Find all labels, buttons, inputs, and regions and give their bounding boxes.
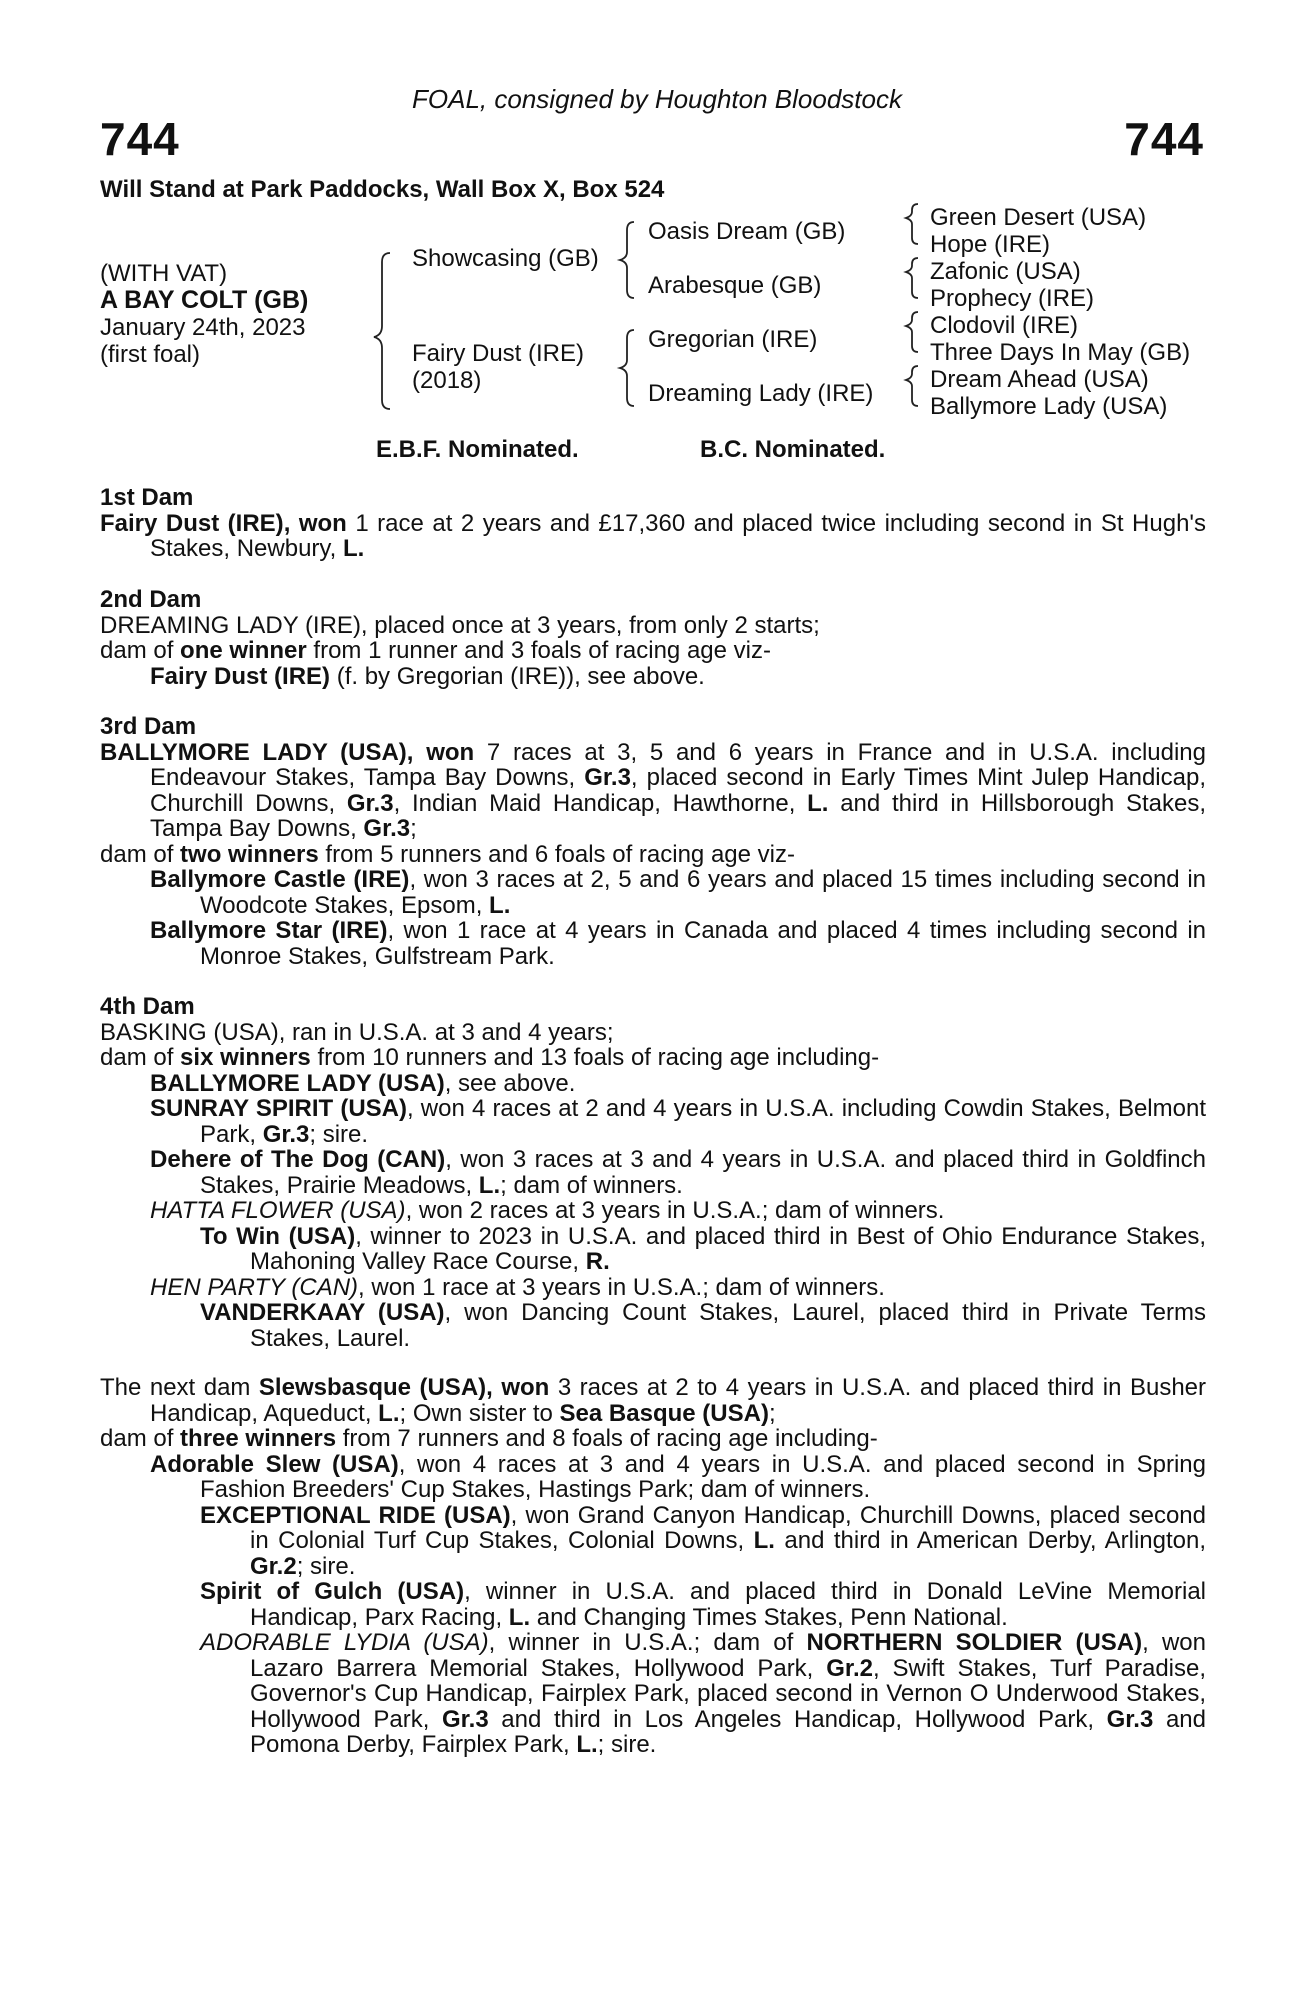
entry-text: ; xyxy=(768,1399,776,1427)
won-label: , won xyxy=(283,509,347,537)
horse-name: BALLYMORE LADY (USA) xyxy=(150,1069,445,1097)
produce-entry xyxy=(100,1630,1206,1758)
dam: Fairy Dust (IRE) xyxy=(412,340,585,367)
bc-nomination: B.C. Nominated. xyxy=(700,436,886,463)
grade: Gr.3 xyxy=(1106,1705,1154,1733)
produce-entry xyxy=(100,1096,1206,1147)
section-heading: 4th Dam xyxy=(100,993,195,1020)
entry-text: , won 2 races at 3 years in U.S.A.; dam of winners. xyxy=(405,1197,945,1224)
sire-dam: Arabesque (GB) xyxy=(648,272,822,299)
entry-text: from 5 runners and 6 foals of racing age viz- xyxy=(318,840,795,868)
entry-text: dam of xyxy=(100,637,181,664)
entry-text: , won 3 races at 2, 5 and 6 years and placed 15 times including second in Woodcote Stakes, Epsom, xyxy=(200,866,1207,919)
ancestor-4: Prophecy (IRE) xyxy=(930,285,1095,312)
entry-text: 7 races at 3, 5 and 6 years in France and in U.S.A. including Endeavour Stakes, Tampa Bay Downs, xyxy=(150,738,1206,791)
horse-name: VANDERKAAY (USA) xyxy=(200,1299,445,1326)
won-label: , won xyxy=(406,738,475,766)
entry-text: dam of xyxy=(100,1044,181,1071)
dam-year: (2018) xyxy=(412,367,482,394)
horse-name: EXCEPTIONAL RIDE (USA) xyxy=(200,1501,511,1529)
sire-sire: Oasis Dream (GB) xyxy=(648,218,846,245)
next-dam-section xyxy=(100,1375,1206,1758)
entry-text: from 7 runners and 8 foals of racing age including- xyxy=(336,1425,878,1452)
lot-number-left: 744 xyxy=(100,113,180,165)
listed-grade: L. xyxy=(478,1171,501,1199)
produce-entry xyxy=(100,1300,1206,1351)
entry-text: (f. by Gregorian (IRE)), see above. xyxy=(330,662,705,690)
grade: Gr.2 xyxy=(826,1654,873,1682)
winner-count: one winner xyxy=(180,637,307,664)
ancestor-2: Hope (IRE) xyxy=(930,231,1051,258)
entry-text: ; sire. xyxy=(309,1120,369,1148)
stabling-location: Will Stand at Park Paddocks, Wall Box X, Box 524 xyxy=(100,176,665,203)
grade: Gr.3 xyxy=(584,764,631,791)
entry-text: ; dam of winners. xyxy=(500,1171,683,1199)
dam-entry xyxy=(100,740,1206,842)
grade: Gr.2 xyxy=(250,1552,297,1580)
entry-text: , winner to 2023 in U.S.A. and placed third in Best of Ohio Endurance Stakes, Mahoning Valley Race Course, xyxy=(250,1222,1206,1275)
produce-entry xyxy=(100,1198,1206,1224)
produce-entry xyxy=(100,664,1206,690)
listed-grade: L. xyxy=(378,1399,400,1427)
horse-name: ADORABLE LYDIA (USA) xyxy=(200,1629,489,1656)
horse-name: Fairy Dust (IRE) xyxy=(100,509,284,537)
fourth-dam-section xyxy=(100,994,1206,1351)
horse-name: Spirit of Gulch (USA) xyxy=(200,1578,465,1605)
produce-entry xyxy=(100,1071,1206,1097)
grade: Gr.3 xyxy=(262,1120,310,1148)
winner-count: two winners xyxy=(180,840,319,868)
produce-entry xyxy=(100,1579,1206,1630)
listed-grade: L. xyxy=(342,535,365,562)
sire: Showcasing (GB) xyxy=(412,245,599,272)
horse-name: HEN PARTY (CAN) xyxy=(150,1273,359,1301)
winner-count: six winners xyxy=(180,1044,311,1071)
entry-text: , see above. xyxy=(444,1069,576,1097)
entry-text: 3 races at 2 to 4 years in U.S.A. and placed third in Busher Handicap, Aqueduct, xyxy=(150,1374,1207,1427)
entry-text: and third in American Derby, Arlington, xyxy=(774,1527,1207,1554)
third-dam-section xyxy=(100,714,1206,969)
produce-entry xyxy=(100,1503,1206,1580)
entry-text: , won Dancing Count Stakes, Laurel, placed third in Private Terms Stakes, Laurel. xyxy=(250,1299,1206,1352)
entry-text: from 1 runner and 3 foals of racing age viz- xyxy=(306,637,771,664)
horse-name: Sea Basque (USA) xyxy=(559,1399,769,1427)
entry-text: , Swift Stakes, Turf Paradise, Governor's Cup Handicap, Fairplex Park, placed second in Vernon O Underwood Stakes, Hollywood Park, xyxy=(250,1654,1207,1733)
entry-text: ; sire. xyxy=(296,1552,356,1580)
section-heading: 2nd Dam xyxy=(100,586,202,613)
listed-grade: L. xyxy=(753,1527,775,1554)
dam-entry xyxy=(100,1375,1206,1426)
vat-status: (WITH VAT) xyxy=(100,260,228,287)
listed-grade: L. xyxy=(807,789,829,817)
entry-text: , won 4 races at 2 and 4 years in U.S.A. including Cowdin Stakes, Belmont Park, xyxy=(200,1095,1206,1148)
entry-text: , won 1 race at 3 years in U.S.A.; dam of winners. xyxy=(358,1273,885,1301)
entry-text: and third in Los Angeles Handicap, Hollywood Park, xyxy=(488,1705,1107,1733)
produce-summary xyxy=(100,1426,1206,1452)
second-dam-section xyxy=(100,587,1206,689)
section-heading: 1st Dam xyxy=(100,484,194,511)
entry-text: , Indian Maid Handicap, Hawthorne, xyxy=(393,789,808,817)
horse-name: A BAY COLT (GB) xyxy=(100,286,309,314)
horse-name: Ballymore Castle (IRE) xyxy=(150,866,410,893)
entry-text: dam of xyxy=(100,840,181,868)
entry-text: , won 3 races at 3 and 4 years in U.S.A. and placed third in Goldfinch Stakes, Prairie Meadows, xyxy=(200,1146,1207,1199)
horse-name: SUNRAY SPIRIT (USA) xyxy=(150,1095,407,1122)
entry-text: , winner in U.S.A. and placed third in Donald LeVine Memorial Handicap, Parx Racing, xyxy=(250,1578,1206,1631)
horse-name: To Win (USA) xyxy=(200,1222,356,1250)
ancestor-5: Clodovil (IRE) xyxy=(930,312,1079,339)
ancestor-6: Three Days In May (GB) xyxy=(930,339,1191,366)
produce-summary xyxy=(100,842,1206,868)
entry-text: , won Grand Canyon Handicap, Churchill Downs, placed second in Colonial Turf Cup Stakes, Colonial Downs, xyxy=(250,1501,1206,1554)
entry-text: , won 4 races at 3 and 4 years in U.S.A. and placed second in Spring Fashion Breeders' Cup Stakes, Hastings Park; dam of winners. xyxy=(200,1450,1206,1503)
listed-grade: L. xyxy=(489,891,511,919)
entry-text: , won 1 race at 4 years in Canada and placed 4 times including second in Monroe Stakes, Gulfstream Park. xyxy=(200,917,1206,970)
horse-name: Fairy Dust (IRE) xyxy=(150,662,331,690)
horse-name: Slewsbasque (USA) xyxy=(258,1374,487,1401)
entry-text: , winner in U.S.A.; dam of xyxy=(488,1629,807,1656)
section-heading: 3rd Dam xyxy=(100,713,197,740)
winner-count: three winners xyxy=(180,1425,337,1452)
produce-entry xyxy=(100,1224,1206,1275)
dam-entry: DREAMING LADY (IRE), placed once at 3 years, from only 2 starts; xyxy=(100,611,820,639)
entry-text: and Changing Times Stakes, Penn National. xyxy=(530,1603,1008,1631)
grade: Gr.3 xyxy=(346,789,394,817)
ancestor-3: Zafonic (USA) xyxy=(930,258,1081,285)
grade: Gr.3 xyxy=(363,815,411,842)
listed-grade: L. xyxy=(508,1603,531,1631)
dam-sire: Gregorian (IRE) xyxy=(648,326,818,353)
horse-name: NORTHERN SOLDIER (USA) xyxy=(806,1629,1143,1656)
produce-summary xyxy=(100,638,1206,664)
ancestor-1: Green Desert (USA) xyxy=(930,204,1147,231)
entry-text: dam of xyxy=(100,1425,181,1452)
entry-text: ; xyxy=(410,815,417,842)
produce-entry xyxy=(100,918,1206,969)
horse-name: HATTA FLOWER (USA) xyxy=(150,1197,406,1224)
foal-note: (first foal) xyxy=(100,341,201,368)
lot-number-right: 744 xyxy=(1124,113,1204,165)
dam-entry: BASKING (USA), ran in U.S.A. at 3 and 4 years; xyxy=(100,1018,614,1046)
entry-text: and Pomona Derby, Fairplex Park, xyxy=(250,1705,1206,1758)
foaling-date: January 24th, 2023 xyxy=(100,314,306,341)
entry-text: The next dam xyxy=(100,1374,259,1401)
restricted-grade: R. xyxy=(585,1248,610,1275)
ancestor-8: Ballymore Lady (USA) xyxy=(930,393,1168,420)
entry-text: ; sire. xyxy=(597,1731,657,1758)
produce-entry xyxy=(100,1452,1206,1503)
entry-text: , placed second in Early Times Mint Julep Handicap, Churchill Downs, xyxy=(150,764,1207,817)
entry-text: , won Lazaro Barrera Memorial Stakes, Hollywood Park, xyxy=(250,1629,1206,1682)
horse-name: Adorable Slew (USA) xyxy=(150,1450,399,1478)
entry-text: and third in Hillsborough Stakes, Tampa Bay Downs, xyxy=(150,789,1207,842)
first-dam-section xyxy=(100,485,1206,562)
horse-name: BALLYMORE LADY (USA) xyxy=(100,738,407,766)
entry-text: ; Own sister to xyxy=(399,1399,560,1427)
produce-entry xyxy=(100,1275,1206,1301)
dam-dam: Dreaming Lady (IRE) xyxy=(648,380,874,407)
produce-entry xyxy=(100,867,1206,918)
produce-summary xyxy=(100,1045,1206,1071)
horse-name: Ballymore Star (IRE) xyxy=(150,917,388,944)
dam-entry xyxy=(100,511,1206,562)
horse-name: Dehere of The Dog (CAN) xyxy=(150,1146,446,1173)
consignment-line: FOAL, consigned by Houghton Bloodstock xyxy=(412,84,902,114)
produce-entry xyxy=(100,1147,1206,1198)
ebf-nomination: E.B.F. Nominated. xyxy=(376,436,579,463)
listed-grade: L. xyxy=(576,1731,598,1758)
grade: Gr.3 xyxy=(441,1705,489,1733)
won-label: , won xyxy=(486,1374,550,1401)
entry-text: from 10 runners and 13 foals of racing age including- xyxy=(310,1044,880,1071)
entry-text: 1 race at 2 years and £17,360 and placed twice including second in St Hugh's Stakes, Newbury, xyxy=(150,509,1206,562)
ancestor-7: Dream Ahead (USA) xyxy=(930,366,1149,393)
